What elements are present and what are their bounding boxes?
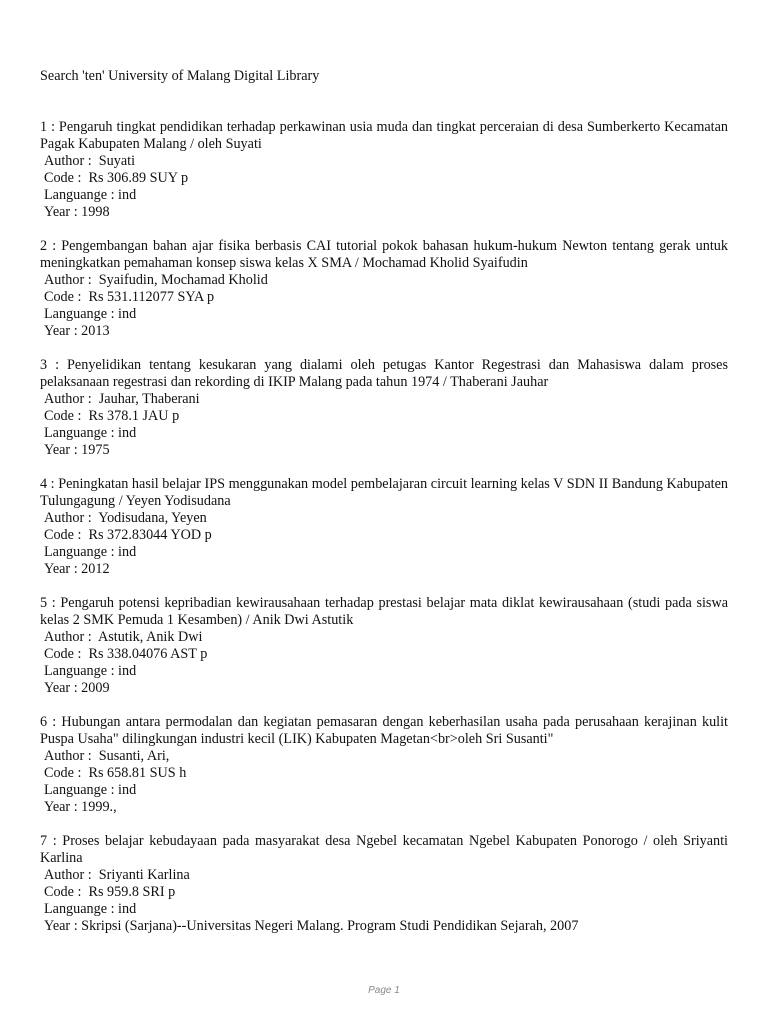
result-title: 4 : Peningkatan hasil belajar IPS menggunakan model pembelajaran circuit learning kelas V SDN II Bandung Kabupaten Tulungagung / Yeyen Yodisudana [40, 476, 728, 509]
result-year: Year : 1999., [44, 799, 117, 815]
result-title: 6 : Hubungan antara permodalan dan kegiatan pemasaran dengan keberhasilan usaha pada perusahaan kerajinan kulit Puspa Usaha" dilingkungan industri kecil (LIK) Kabupaten Magetan<br>oleh Sri Susanti" [40, 714, 728, 747]
result-language: Languange : ind [44, 782, 137, 798]
result-code: Code : Rs 959.8 SRI p [44, 884, 176, 900]
result-language: Languange : ind [44, 425, 137, 441]
result-author: Author : Syaifudin, Mochamad Kholid [44, 272, 268, 288]
search-heading: Search 'ten' University of Malang Digital Library [40, 68, 320, 84]
result-author: Author : Suyati [44, 153, 136, 169]
result-language: Languange : ind [44, 187, 137, 203]
result-author: Author : Sriyanti Karlina [44, 867, 190, 883]
result-language: Languange : ind [44, 544, 137, 560]
result-title: 2 : Pengembangan bahan ajar fisika berbasis CAI tutorial pokok bahasan hukum-hukum Newton tentang gerak untuk meningkatkan pemahaman konsep siswa kelas X SMA / Mochamad Kholid Syaifudin [40, 238, 728, 271]
result-entry-4 [40, 476, 728, 578]
result-code: Code : Rs 372.83044 YOD p [44, 527, 212, 543]
document-page [40, 68, 728, 952]
result-year: Year : 1975 [44, 442, 110, 458]
page-number: Page 1 [368, 985, 400, 996]
result-year: Year : 1998 [44, 204, 110, 220]
result-code: Code : Rs 306.89 SUY p [44, 170, 189, 186]
result-author: Author : Yodisudana, Yeyen [44, 510, 207, 526]
result-title: 5 : Pengaruh potensi kepribadian kewirausahaan terhadap prestasi belajar mata diklat kewirausahaan (studi pada siswa kelas 2 SMK Pemuda 1 Kesamben) / Anik Dwi Astutik [40, 595, 728, 628]
result-author: Author : Susanti, Ari, [44, 748, 170, 764]
result-language: Languange : ind [44, 663, 137, 679]
result-code: Code : Rs 531.112077 SYA p [44, 289, 215, 305]
result-year: Year : Skripsi (Sarjana)--Universitas Negeri Malang. Program Studi Pendidikan Sejarah, 2007 [44, 918, 579, 934]
result-author: Author : Astutik, Anik Dwi [44, 629, 203, 645]
result-entry-7 [40, 833, 728, 935]
result-entry-5 [40, 595, 728, 697]
result-entry-1 [40, 119, 728, 221]
result-year: Year : 2013 [44, 323, 110, 339]
result-language: Languange : ind [44, 901, 137, 917]
result-entry-6 [40, 714, 728, 816]
result-author: Author : Jauhar, Thaberani [44, 391, 200, 407]
result-code: Code : Rs 658.81 SUS h [44, 765, 187, 781]
result-code: Code : Rs 378.1 JAU p [44, 408, 180, 424]
result-entry-2 [40, 238, 728, 340]
result-code: Code : Rs 338.04076 AST p [44, 646, 208, 662]
result-entry-3 [40, 357, 728, 459]
result-year: Year : 2012 [44, 561, 110, 577]
result-title: 7 : Proses belajar kebudayaan pada masyarakat desa Ngebel kecamatan Ngebel Kabupaten Ponorogo / oleh Sriyanti Karlina [40, 833, 728, 866]
result-title: 1 : Pengaruh tingkat pendidikan terhadap perkawinan usia muda dan tingkat perceraian di desa Sumberkerto Kecamatan Pagak Kabupaten Malang / oleh Suyati [40, 119, 728, 152]
result-language: Languange : ind [44, 306, 137, 322]
result-title: 3 : Penyelidikan tentang kesukaran yang dialami oleh petugas Kantor Regestrasi dan Mahasiswa dalam proses pelaksanaan regestrasi dan rekording di IKIP Malang pada tahun 1974 / Thaberani Jauhar [40, 357, 728, 390]
result-year: Year : 2009 [44, 680, 110, 696]
